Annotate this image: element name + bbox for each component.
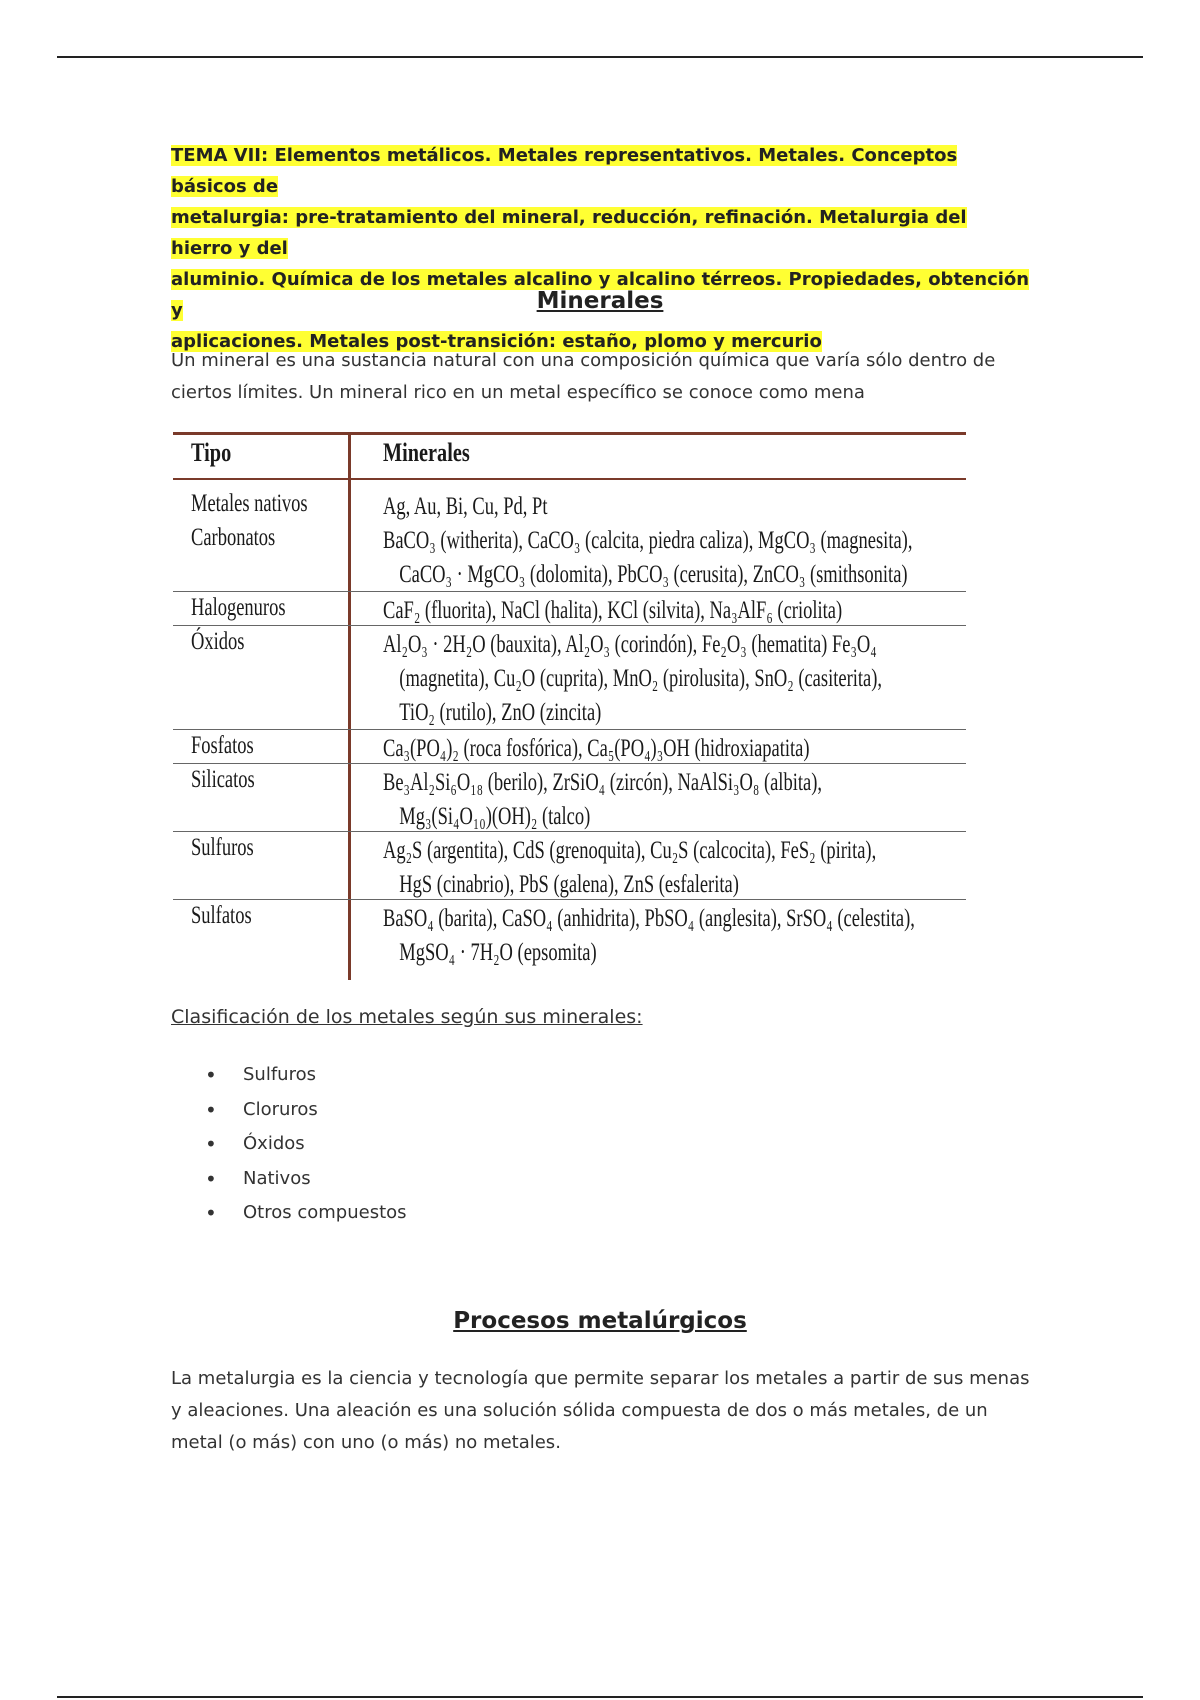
row-minerales bbox=[383, 902, 915, 970]
list-item: • Sulfuros bbox=[205, 1058, 407, 1093]
minerales-title: Minerales bbox=[536, 288, 664, 314]
mineral-line: BaCO₃ (witherita), CaCO₃ (calcita, piedra caliza), MgCO₃ (magnesita), bbox=[383, 527, 913, 554]
top-rule bbox=[57, 56, 1143, 58]
mineral-line: BaSO₄ (barita), CaSO₄ (anhidrita), PbSO₄ (anglesita), SrSO₄ (celestita), bbox=[383, 905, 915, 932]
tema-line: TEMA VII: Elementos metálicos. Metales representativos. Metales. Conceptos básicos de bbox=[171, 145, 958, 197]
mineral-line: Ag₂S (argentita), CdS (grenoquita), Cu₂S (calcocita), FeS₂ (pirita), bbox=[383, 837, 877, 864]
row-tipo: Metales nativos bbox=[191, 490, 308, 517]
paragraph-line: Un mineral es una sustancia natural con una composición química que varía sólo dentro de bbox=[171, 350, 996, 371]
mineral-line: Ca₃(PO₄)₂ (roca fosfórica), Ca₅(PO₄)₃OH (hidroxiapatita) bbox=[383, 735, 810, 762]
row-minerales bbox=[383, 490, 547, 524]
row-tipo: Silicatos bbox=[191, 766, 255, 793]
bottom-rule bbox=[57, 1696, 1143, 1698]
row-tipo: Halogenuros bbox=[191, 594, 286, 621]
table-header-line bbox=[173, 478, 966, 480]
table-row bbox=[173, 592, 966, 626]
paragraph-line: ciertos límites. Un mineral rico en un metal específico se conoce como mena bbox=[171, 382, 865, 403]
list-item: • Nativos bbox=[205, 1162, 407, 1197]
mineral-line: CaCO₃ · MgCO₃ (dolomita), PbCO₃ (cerusita), ZnCO₃ (smithsonita) bbox=[399, 561, 908, 588]
row-tipo: Sulfuros bbox=[191, 834, 254, 861]
list-item: • Óxidos bbox=[205, 1127, 407, 1162]
paragraph-line: La metalurgia es la ciencia y tecnología que permite separar los metales a partir de sus menas bbox=[171, 1368, 1030, 1389]
mineral-line: HgS (cinabrio), PbS (galena), ZnS (esfalerita) bbox=[399, 871, 739, 898]
row-minerales bbox=[383, 834, 876, 902]
table-row bbox=[173, 764, 966, 832]
tema-line: aluminio. Química de los metales alcalino y alcalino térreos. Propiedades, obtención y bbox=[171, 269, 1030, 321]
mineral-line: Al₂O₃ · 2H₂O (bauxita), Al₂O₃ (corindón), Fe₂O₃ (hematita) Fe₃O₄ bbox=[383, 631, 877, 658]
tema-heading bbox=[171, 140, 1031, 357]
header-minerales: Minerales bbox=[383, 438, 470, 467]
row-minerales bbox=[383, 628, 882, 730]
mineral-line: TiO₂ (rutilo), ZnO (zincita) bbox=[399, 699, 602, 726]
procesos-paragraph bbox=[171, 1363, 1041, 1459]
mineral-line: (magnetita), Cu₂O (cuprita), MnO₂ (pirolusita), SnO₂ (casiterita), bbox=[399, 665, 883, 692]
table-top-line bbox=[173, 432, 966, 435]
paragraph-line: y aleaciones. Una aleación es una solución sólida compuesta de dos o más metales, de un bbox=[171, 1400, 988, 1421]
row-tipo: Fosfatos bbox=[191, 732, 254, 759]
list-item: • Cloruros bbox=[205, 1093, 407, 1128]
procesos-title: Procesos metalúrgicos bbox=[453, 1308, 747, 1334]
minerals-table bbox=[173, 430, 966, 980]
table-row bbox=[173, 488, 966, 522]
row-minerales bbox=[383, 524, 912, 592]
paragraph-line: metal (o más) con uno (o más) no metales. bbox=[171, 1432, 561, 1453]
row-tipo: Carbonatos bbox=[191, 524, 276, 551]
tema-line: metalurgia: pre-tratamiento del mineral, reducción, refinación. Metalurgia del hierro y del bbox=[171, 207, 967, 259]
mineral-line: Ag, Au, Bi, Cu, Pd, Pt bbox=[383, 493, 548, 520]
clasificacion-title: Clasificación de los metales según sus minerales: bbox=[171, 1006, 643, 1028]
clasificacion-list bbox=[205, 1058, 407, 1231]
mineral-line: Mg₃(Si₄O₁₀)(OH)₂ (talco) bbox=[399, 803, 591, 830]
row-tipo: Sulfatos bbox=[191, 902, 252, 929]
mineral-line: CaF₂ (fluorita), NaCl (halita), KCl (silvita), Na₃AlF₆ (criolita) bbox=[383, 597, 843, 624]
table-row bbox=[173, 522, 966, 592]
tema-line: aplicaciones. Metales post-transición: estaño, plomo y mercurio bbox=[171, 331, 822, 352]
tema-block bbox=[171, 140, 1031, 357]
row-minerales bbox=[383, 766, 822, 834]
row-minerales bbox=[383, 732, 810, 766]
table-row bbox=[173, 626, 966, 730]
table-row bbox=[173, 832, 966, 900]
list-item: • Otros compuestos bbox=[205, 1196, 407, 1231]
mineral-line: MgSO₄ · 7H₂O (epsomita) bbox=[399, 939, 597, 966]
minerales-paragraph bbox=[171, 345, 1011, 409]
header-tipo: Tipo bbox=[191, 438, 232, 467]
row-tipo: Óxidos bbox=[191, 628, 245, 655]
mineral-line: Be₃Al₂Si₆O₁₈ (berilo), ZrSiO₄ (zircón), NaAlSi₃O₈ (albita), bbox=[383, 769, 822, 796]
table-row bbox=[173, 730, 966, 764]
row-minerales bbox=[383, 594, 842, 628]
table-row bbox=[173, 900, 966, 970]
